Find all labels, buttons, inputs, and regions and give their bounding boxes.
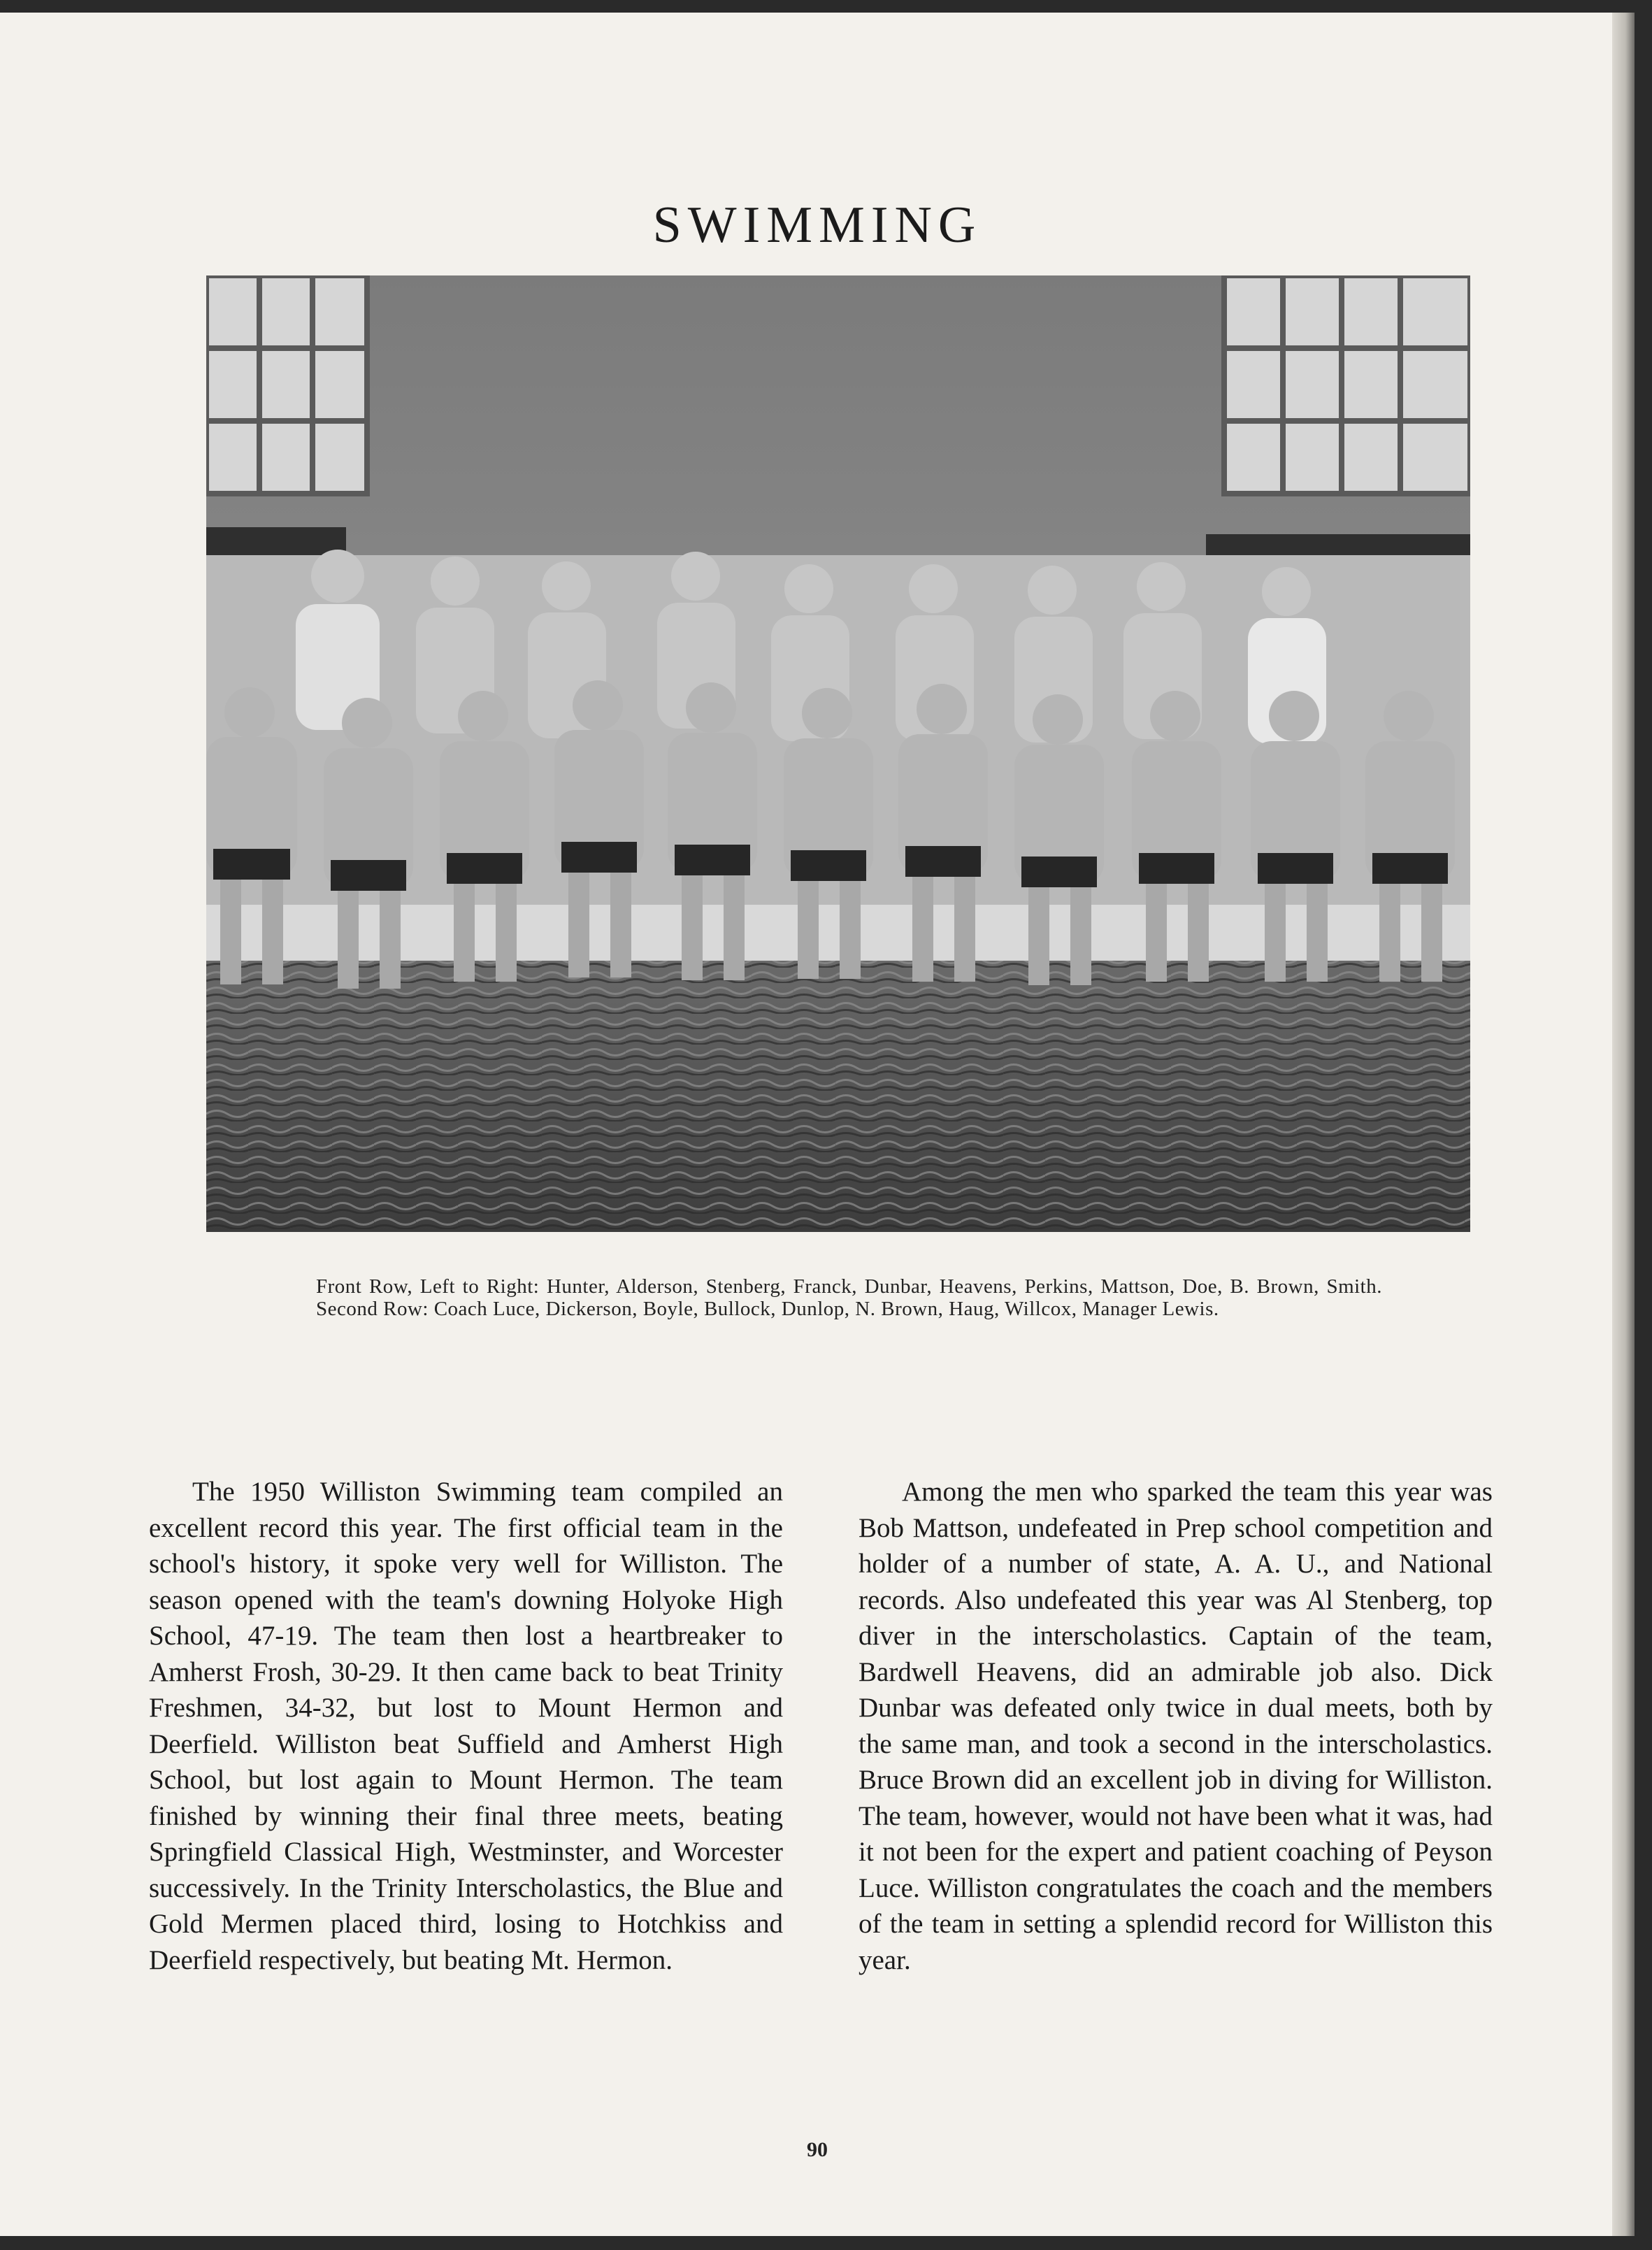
article-column-left: The 1950 Williston Swimming team compiled an excellent record this year. The first official team in the school's history, it spoke very well for Williston. The season opened with the team's downing Holyoke High School, 47-19. The team then lost a heartbreaker to Amherst Frosh, 30-29. It then came back to beat Trinity Freshmen, 34-32, but lost to Mount Hermon and Deerfield. Williston beat Suffield and Amherst High School, but lost again to Mount Hermon. The team finished by winning their final three meets, beating Springfield Classical High, Westminster, and Worcester successively. In the Trinity Interscholastics, the Blue and Gold Mermen placed third, losing to Hotchkiss and Deerfield respectively, but beating Mt. Hermon. — [149, 1477, 783, 1975]
right-window — [1224, 275, 1470, 494]
photo-caption: Front Row, Left to Right: Hunter, Alderson, Stenberg, Franck, Dunbar, Heavens, Perkins, Mattson, Doe, B. Brown, Smith. Second Row: Coach Luce, Dickerson, Boyle, Bullock, Dunlop, N. Brown, Haug, Willcox, Manager Lewis. — [316, 1275, 1382, 1320]
article-column-right: Among the men who sparked the team this year was Bob Mattson, undefeated in Prep school competition and holder of a number of state, A. A. U., and National records. Also undefeated this year was Al Stenberg, top diver in the interscholastics. Captain of the team, Bardwell Heavens, did an admirable job also. Dick Dunbar was defeated only twice in dual meets, both by the same man, and took a second in the interscholastics. Bruce Brown did an excellent job in diving for Williston. The team, however, would not have been what it was, had it not been for the expert and patient coaching of Peyson Luce. Williston congratulates the coach and the members of the team in setting a splendid record for Williston this year. — [859, 1477, 1493, 1975]
page-title: SWIMMING — [652, 196, 982, 254]
page-gutter-shadow — [1612, 13, 1635, 2236]
left-window — [206, 275, 367, 494]
yearbook-page — [0, 13, 1635, 2236]
team-photo — [206, 275, 1470, 1232]
page-number: 90 — [807, 2138, 828, 2161]
